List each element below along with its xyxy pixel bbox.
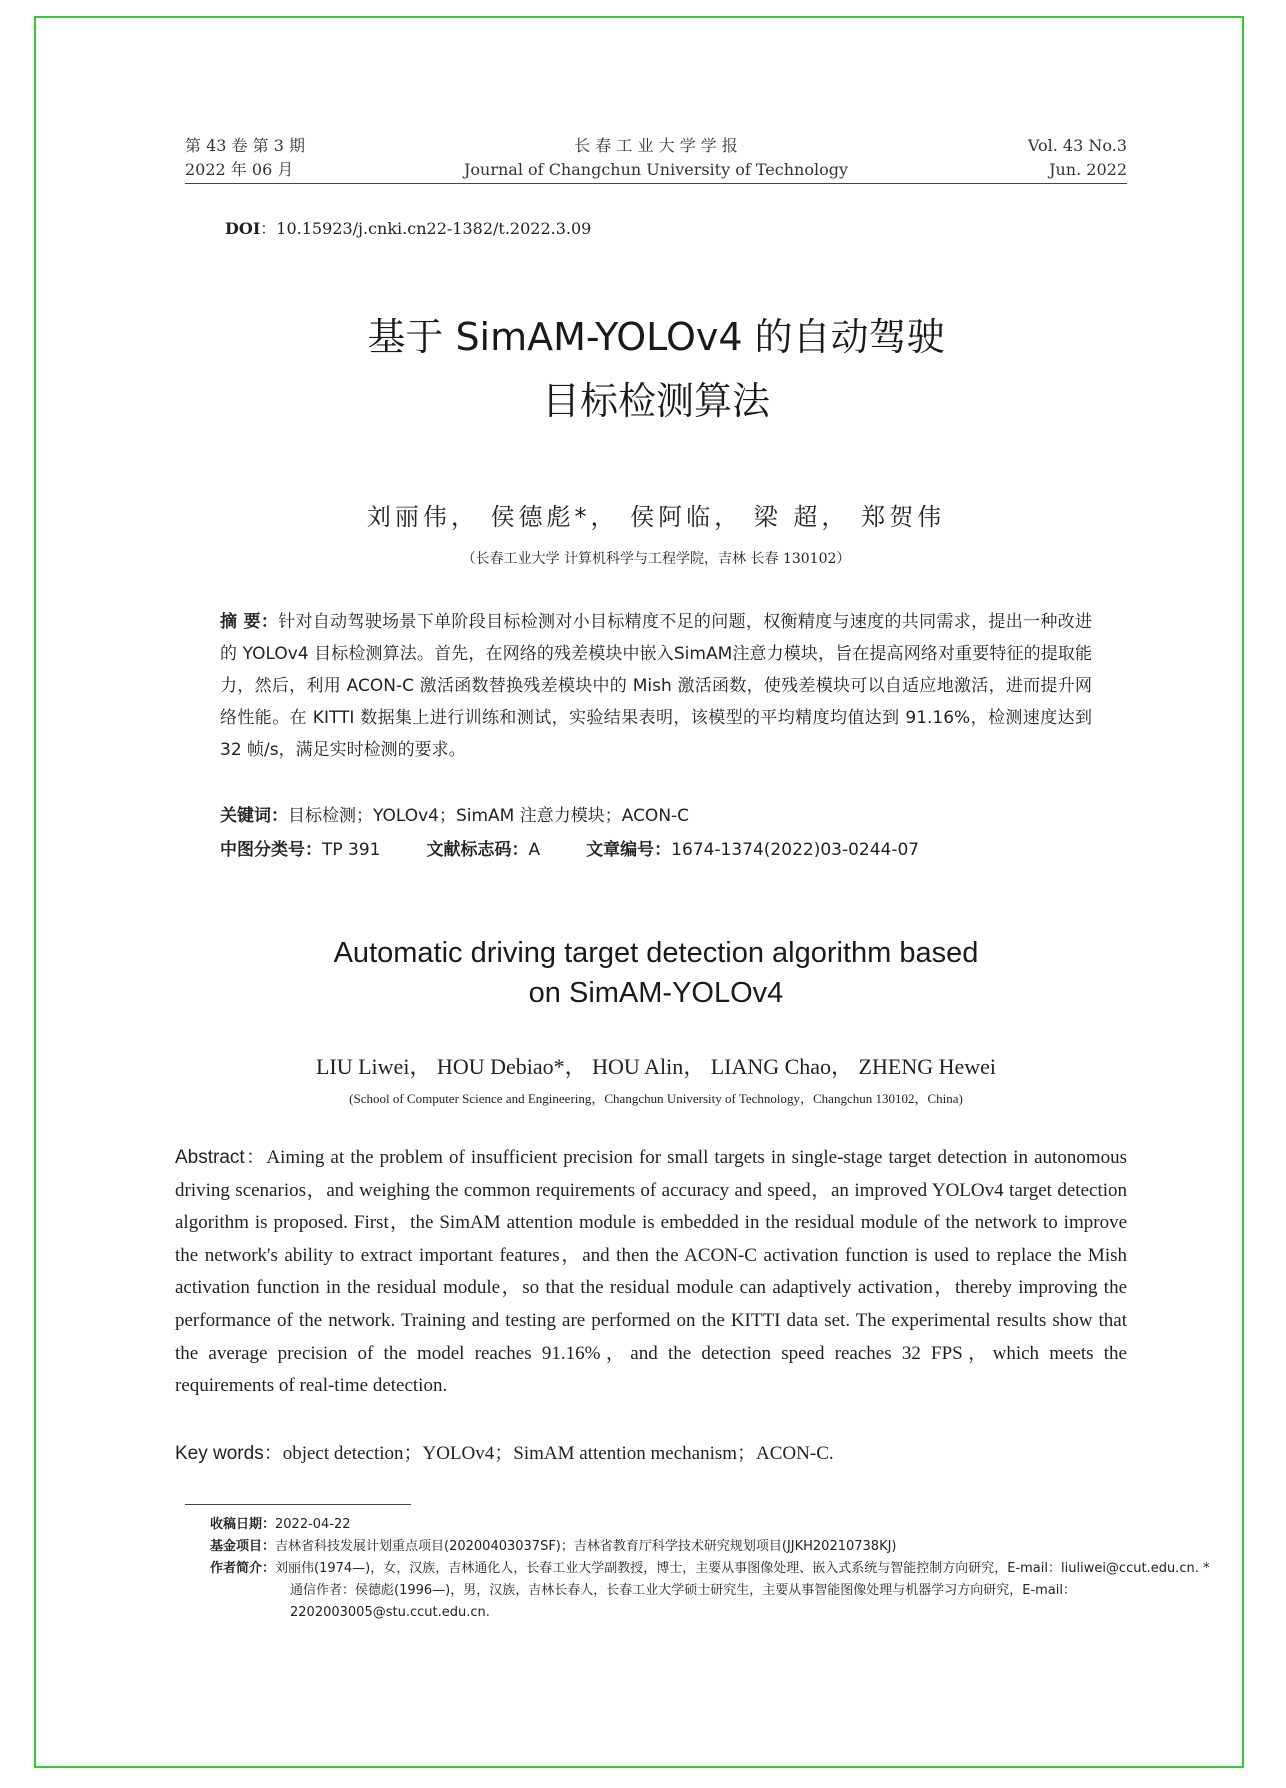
classification-cn: [220, 834, 1092, 866]
received-value: 2022-04-22: [275, 1517, 351, 1532]
abstract-cn: [220, 606, 1092, 766]
keywords-en-text: ：object detection；YOLOv4；SimAM attention mechanism；ACON-C.: [263, 1443, 834, 1464]
abstract-cn-text: 针对自动驾驶场景下单阶段目标检测对小目标精度不足的问题，权衡精度与速度的共同需求，提出一种改进的 YOLOv4 目标检测算法。首先，在网络的残差模块中嵌入SimAM注意力模块，旨在提高网络对重要特征的提取能力，然后，利用 ACON-C 激活函数替换残差模块中的 Mish 激活函数，使残差模块可以自适应地激活，进而提升网络性能。在 KITTI 数据集上进行训练和测试，实验结果表明，该模型的平均精度均值达到 91.16%，检测速度达到 32 帧/s，满足实时检测的要求。: [220, 612, 1093, 760]
clc-value: TP 391: [322, 840, 381, 860]
keywords-cn-label: 关键词：: [220, 806, 288, 826]
title-en-line1: Automatic driving target detection algorithm based: [333, 937, 979, 969]
publish-date: 2022 年 06 月: [185, 160, 294, 179]
keywords-cn: [220, 800, 1092, 832]
header-right: [927, 134, 1127, 182]
authors-cn: 刘丽伟， 侯德彪*， 侯阿临， 梁 超， 郑贺伟: [366, 503, 946, 531]
header-center: [385, 134, 927, 182]
header-rule: [185, 183, 1127, 184]
doc-code-value: A: [528, 840, 541, 860]
journal-name-cn: 长 春 工 业 大 学 学 报: [574, 136, 738, 155]
abstract-cn-label: 摘 要：: [220, 612, 279, 632]
abstract-en-text: ：Aiming at the problem of insufficient precision for small targets in single-stage target detection in autonomous driving scenarios，and weighing the common requirements of accuracy and speed，an improved YOLOv4 target detection algorithm is proposed. First，the SimAM attention module is embedded in the residual module of the network to improve the network's ability to extract important features，and then the ACON-C activation function is used to replace the Mish activation function in the residual module，so that the residual module can adaptively activation，thereby improving the performance of the network. Training and testing are performed on the KITTI data set. The experimental results show that the average precision of the model reaches 91.16%，and the detection speed reaches 32 FPS，which meets the requirements of real-time detection.: [175, 1147, 1127, 1397]
doi-label: DOI: [225, 219, 261, 238]
keywords-cn-text: 目标检测；YOLOv4；SimAM 注意力模块；ACON-C: [288, 806, 690, 826]
keywords-en: [175, 1438, 1127, 1470]
author-bio-value: 刘丽伟(1974—)，女，汉族，吉林通化人，长春工业大学副教授，博士，主要从事图像处理、嵌入式系统与智能控制方向研究，E-mail：liuliwei@ccut.edu.cn. *通信作者：侯德彪(1996—)，男，汉族，吉林长春人，长春工业大学硕士研究生，主要从事智能图像处理与机器学习方向研究，E-mail：2202003005@stu.ccut.edu.cn.: [275, 1561, 1210, 1620]
abstract-en: [175, 1142, 1127, 1403]
footnote-author: [210, 1558, 1210, 1624]
article-number-value: 1674-1374(2022)03-0244-07: [671, 840, 920, 860]
footnote-fund: [210, 1536, 1130, 1558]
affiliation-cn: （长春工业大学 计算机科学与工程学院，吉林 长春 130102）: [461, 551, 851, 567]
keywords-en-label: Key words: [175, 1443, 264, 1464]
title-cn-line1: 基于 SimAM-YOLOv4 的自动驾驶: [367, 315, 945, 359]
header-left: [185, 134, 305, 182]
footnote-rule: [185, 1504, 411, 1505]
authors-en: LIU Liwei， HOU Debiao*， HOU Alin， LIANG Chao， ZHENG Hewei: [315, 1054, 997, 1079]
abstract-en-label: Abstract: [175, 1147, 245, 1168]
affiliation-en: (School of Computer Science and Engineering，Changchun University of Technology，Changchun 130102，China): [349, 1091, 963, 1106]
doc-code-label: 文献标志码：: [426, 840, 529, 860]
journal-name-en: Journal of Changchun University of Technology: [464, 160, 848, 179]
title-en-line2: on SimAM-YOLOv4: [528, 977, 784, 1009]
doi: [225, 216, 591, 239]
received-label: 收稿日期：: [210, 1517, 276, 1532]
clc-label: 中图分类号：: [220, 840, 322, 860]
footnote-received: [210, 1514, 1130, 1536]
fund-label: 基金项目：: [210, 1539, 276, 1554]
doi-value: ：10.15923/j.cnki.cn22-1382/t.2022.3.09: [260, 219, 592, 238]
date-en: Jun. 2022: [1049, 160, 1127, 179]
fund-value: 吉林省科技发展计划重点项目(20200403037SF)；吉林省教育厅科学技术研究规划项目(JJKH20210738KJ): [275, 1539, 897, 1554]
page-frame: [34, 16, 1244, 1768]
volume-issue: 第 43 卷 第 3 期: [185, 136, 305, 155]
article-number-label: 文章编号：: [586, 840, 672, 860]
author-bio-label: 作者简介：: [210, 1561, 276, 1576]
title-cn-line2: 目标检测算法: [541, 379, 770, 423]
volume-en: Vol. 43 No.3: [1027, 136, 1127, 155]
